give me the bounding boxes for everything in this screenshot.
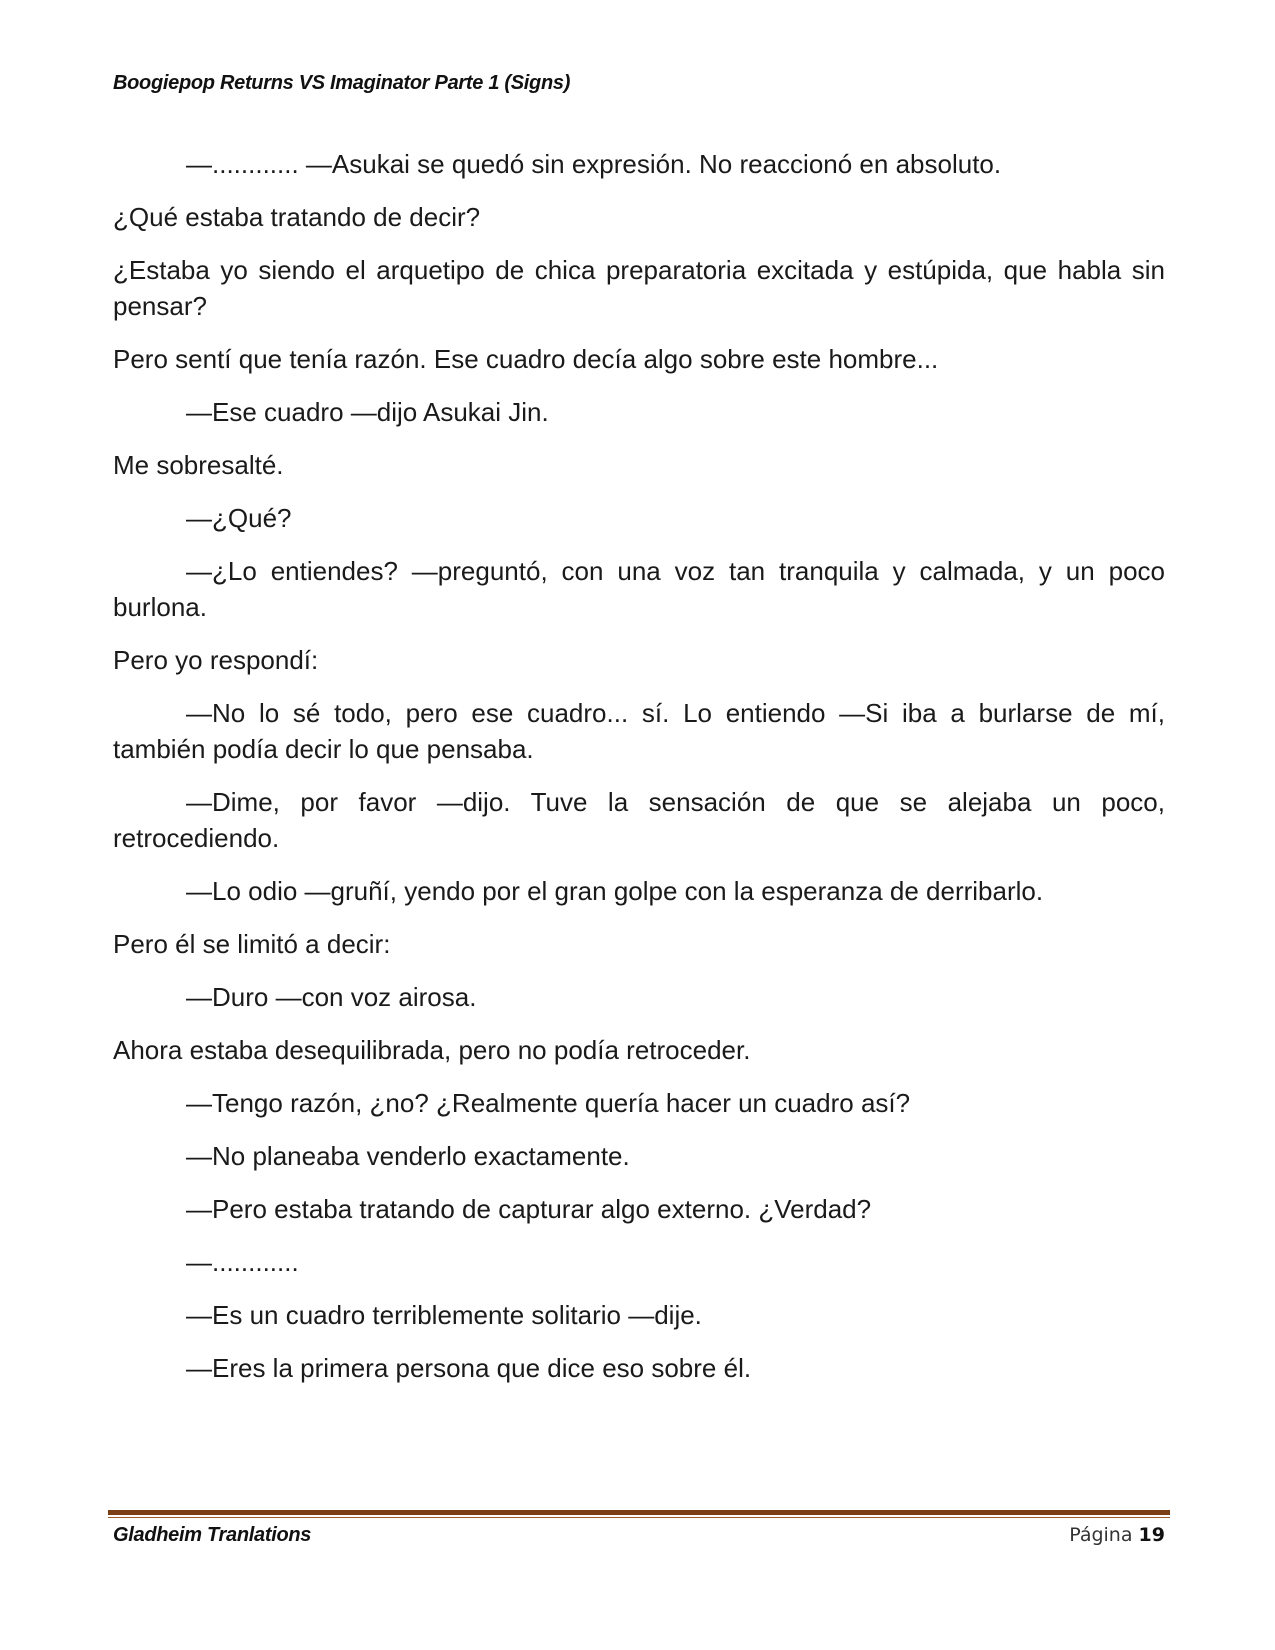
page-number-label [1069,1524,1165,1546]
page-number: 19 [1138,1524,1165,1546]
paragraph: —¿Lo entiendes? —preguntó, con una voz tan tranquila y calmada, y un poco burlona. [113,556,1165,622]
paragraph: —No lo sé todo, pero ese cuadro... sí. Lo entiendo —Si iba a burlarse de mí, también podía decir lo que pensaba. [113,698,1165,764]
footer-divider-thick [108,1510,1170,1515]
paragraph: —Tengo razón, ¿no? ¿Realmente quería hacer un cuadro así? [186,1088,911,1118]
page-body [113,146,1165,1403]
footer-divider [108,1510,1170,1518]
paragraph: Ahora estaba desequilibrada, pero no podía retroceder. [113,1035,751,1065]
footer-divider-thin [108,1517,1170,1518]
paragraph: —¿Qué? [186,503,292,533]
paragraph: —Es un cuadro terriblemente solitario —dije. [186,1300,702,1330]
running-header: Boogiepop Returns VS Imaginator Parte 1 (Signs) [113,72,571,94]
paragraph: —Eres la primera persona que dice eso sobre él. [186,1353,752,1383]
paragraph: ¿Qué estaba tratando de decir? [113,202,481,232]
paragraph: Me sobresalté. [113,450,284,480]
paragraph: —............ —Asukai se quedó sin expresión. No reaccionó en absoluto. [186,149,1002,179]
paragraph: —Ese cuadro —dijo Asukai Jin. [186,397,549,427]
paragraph: ¿Estaba yo siendo el arquetipo de chica preparatoria excitada y estúpida, que habla sin pensar? [113,255,1165,321]
paragraph: —............ [186,1247,299,1277]
paragraph: Pero él se limitó a decir: [113,929,391,959]
paragraph: —Pero estaba tratando de capturar algo externo. ¿Verdad? [186,1194,872,1224]
paragraph: —Dime, por favor —dijo. Tuve la sensación de que se alejaba un poco, retrocediendo. [113,787,1165,853]
page-label: Página [1069,1524,1133,1546]
footer-publisher: Gladheim Tranlations [113,1524,312,1546]
paragraph: Pero yo respondí: [113,645,319,675]
paragraph: —Lo odio —gruñí, yendo por el gran golpe con la esperanza de derribarlo. [186,876,1044,906]
paragraph: —No planeaba venderlo exactamente. [186,1141,630,1171]
paragraph: —Duro —con voz airosa. [186,982,477,1012]
paragraph: Pero sentí que tenía razón. Ese cuadro decía algo sobre este hombre... [113,344,939,374]
